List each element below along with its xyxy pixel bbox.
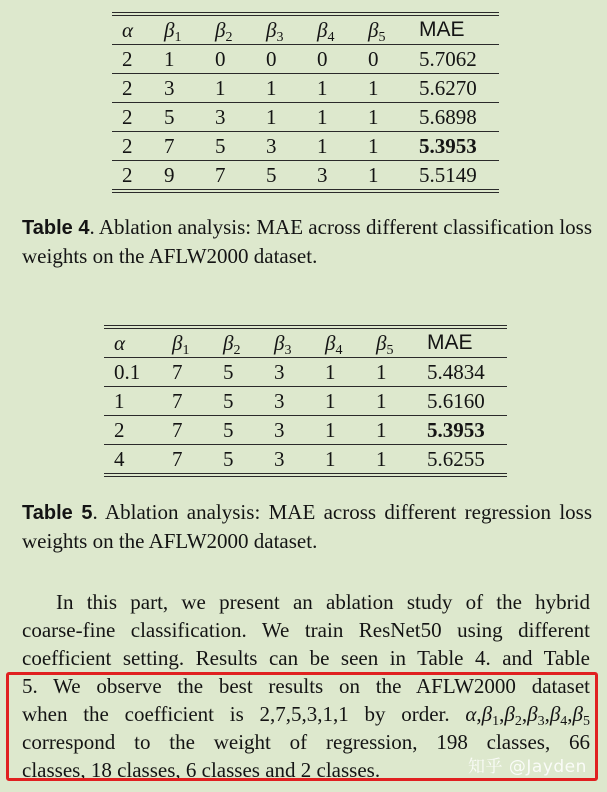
- paragraph-line: In this part, we present an ablation study of the hybrid: [56, 590, 590, 614]
- table-cell: 3: [317, 163, 328, 187]
- header-mae: MAE: [427, 331, 473, 354]
- table-cell: 5: [223, 360, 234, 384]
- table-row: [104, 445, 507, 476]
- table-cell: 0: [215, 47, 226, 71]
- table-cell: 3: [274, 418, 285, 442]
- mae-cell: 5.5149: [419, 163, 477, 187]
- header-alpha: α: [114, 331, 126, 355]
- table-cell: 0: [317, 47, 328, 71]
- paragraph-line: when the coefficient is 2,7,5,3,1,1 by order. $\alpha,\beta_1,\beta_2,\beta_3,\beta_4,\beta_5$: [22, 702, 590, 729]
- table-cell: 2: [122, 47, 133, 71]
- table-cell: 1: [325, 360, 336, 384]
- table-4-header-row: [112, 14, 499, 45]
- table-cell: 1: [317, 105, 328, 129]
- table-cell: 1: [376, 389, 387, 413]
- table-cell: 5: [223, 447, 234, 471]
- header-mae: MAE: [419, 18, 465, 41]
- table-cell: 4: [114, 447, 125, 471]
- table-cell: 1: [164, 47, 175, 71]
- paragraph-line: 5. We observe the best results on the AFLW2000 dataset: [22, 674, 590, 698]
- table-cell: 1: [325, 389, 336, 413]
- table-cell: 3: [274, 447, 285, 471]
- table-row: [112, 132, 499, 161]
- table-row: [112, 74, 499, 103]
- mae-cell: 5.7062: [419, 47, 477, 71]
- header-beta3: $\beta_3$: [266, 18, 284, 45]
- header-alpha: α: [122, 18, 134, 42]
- paragraph-line: coarse-fine classification. We train ResNet50 using different: [22, 618, 590, 642]
- table-5-header-row: [104, 327, 507, 358]
- table-cell: 1: [325, 418, 336, 442]
- mae-cell: 5.6270: [419, 76, 477, 100]
- mae-cell: 5.4834: [427, 360, 485, 384]
- table-4-caption: [22, 213, 592, 270]
- table-cell: 3: [274, 360, 285, 384]
- table-row: [104, 387, 507, 416]
- header-beta3: $\beta_3$: [274, 331, 292, 358]
- table-cell: 2: [122, 76, 133, 100]
- mae-cell: 5.6255: [427, 447, 485, 471]
- mae-cell: 5.6898: [419, 105, 477, 129]
- table-cell: 1: [317, 76, 328, 100]
- table-cell: 2: [122, 163, 133, 187]
- table-cell: 1: [376, 418, 387, 442]
- header-beta1: $\beta_1$: [172, 331, 190, 358]
- table-cell: 0: [368, 47, 379, 71]
- table-cell: 3: [274, 389, 285, 413]
- table-cell: 7: [172, 360, 183, 384]
- table-cell: 2: [114, 418, 125, 442]
- table-cell: 3: [164, 76, 175, 100]
- paragraph-line: coefficient setting. Results can be seen in Table 4. and Table: [22, 646, 590, 670]
- header-beta4: $\beta_4$: [317, 18, 335, 45]
- caption-label: Table 4: [22, 217, 90, 239]
- table-cell: 1: [368, 163, 379, 187]
- table-row: [104, 416, 507, 445]
- header-beta1: $\beta_1$: [164, 18, 182, 45]
- mae-cell: 5.3953: [427, 418, 485, 442]
- table-cell: 1: [368, 76, 379, 100]
- table-cell: 7: [164, 134, 175, 158]
- table-cell: 1: [368, 105, 379, 129]
- table-cell: 2: [122, 134, 133, 158]
- header-beta5: $\beta_5$: [376, 331, 394, 358]
- table-cell: 7: [172, 418, 183, 442]
- table-cell: 1: [215, 76, 226, 100]
- header-beta2: $\beta_2$: [215, 18, 233, 45]
- table-cell: 7: [172, 389, 183, 413]
- header-beta2: $\beta_2$: [223, 331, 241, 358]
- caption-label: Table 5: [22, 502, 93, 524]
- table-row: [112, 45, 499, 74]
- table-cell: 7: [215, 163, 226, 187]
- table-row: [104, 358, 507, 387]
- table-cell: 5: [266, 163, 277, 187]
- header-beta5: $\beta_5$: [368, 18, 386, 45]
- table-cell: 1: [266, 105, 277, 129]
- table-cell: 1: [376, 360, 387, 384]
- table-cell: 1: [266, 76, 277, 100]
- table-row: [112, 103, 499, 132]
- table-cell: 1: [376, 447, 387, 471]
- table-cell: 0.1: [114, 360, 141, 384]
- table-cell: 7: [172, 447, 183, 471]
- table-5: [104, 325, 507, 477]
- table-cell: 3: [215, 105, 226, 129]
- table-cell: 3: [266, 134, 277, 158]
- mae-cell: 5.3953: [419, 134, 477, 158]
- paragraph-line: correspond to the weight of regression, 198 classes, 66: [22, 730, 590, 754]
- table-cell: 2: [122, 105, 133, 129]
- table-cell: 5: [164, 105, 175, 129]
- header-beta4: $\beta_4$: [325, 331, 343, 358]
- watermark: 知乎 @Jayden: [468, 757, 587, 777]
- table-row: [112, 161, 499, 192]
- caption-text: . Ablation analysis: MAE across different classification loss weights on the AFLW2000 dataset.: [22, 215, 592, 268]
- table-cell: 9: [164, 163, 175, 187]
- table-4: [112, 12, 499, 193]
- table-cell: 1: [114, 389, 125, 413]
- table-cell: 1: [317, 134, 328, 158]
- table-cell: 5: [223, 389, 234, 413]
- mae-cell: 5.6160: [427, 389, 485, 413]
- table-cell: 1: [368, 134, 379, 158]
- table-cell: 5: [223, 418, 234, 442]
- table-5-caption: [22, 498, 592, 555]
- caption-text: . Ablation analysis: MAE across different regression loss weights on the AFLW2000 dataset.: [22, 500, 592, 553]
- table-cell: 0: [266, 47, 277, 71]
- table-cell: 1: [325, 447, 336, 471]
- paragraph-line: classes, 18 classes, 6 classes and 2 classes.: [22, 758, 381, 782]
- table-cell: 5: [215, 134, 226, 158]
